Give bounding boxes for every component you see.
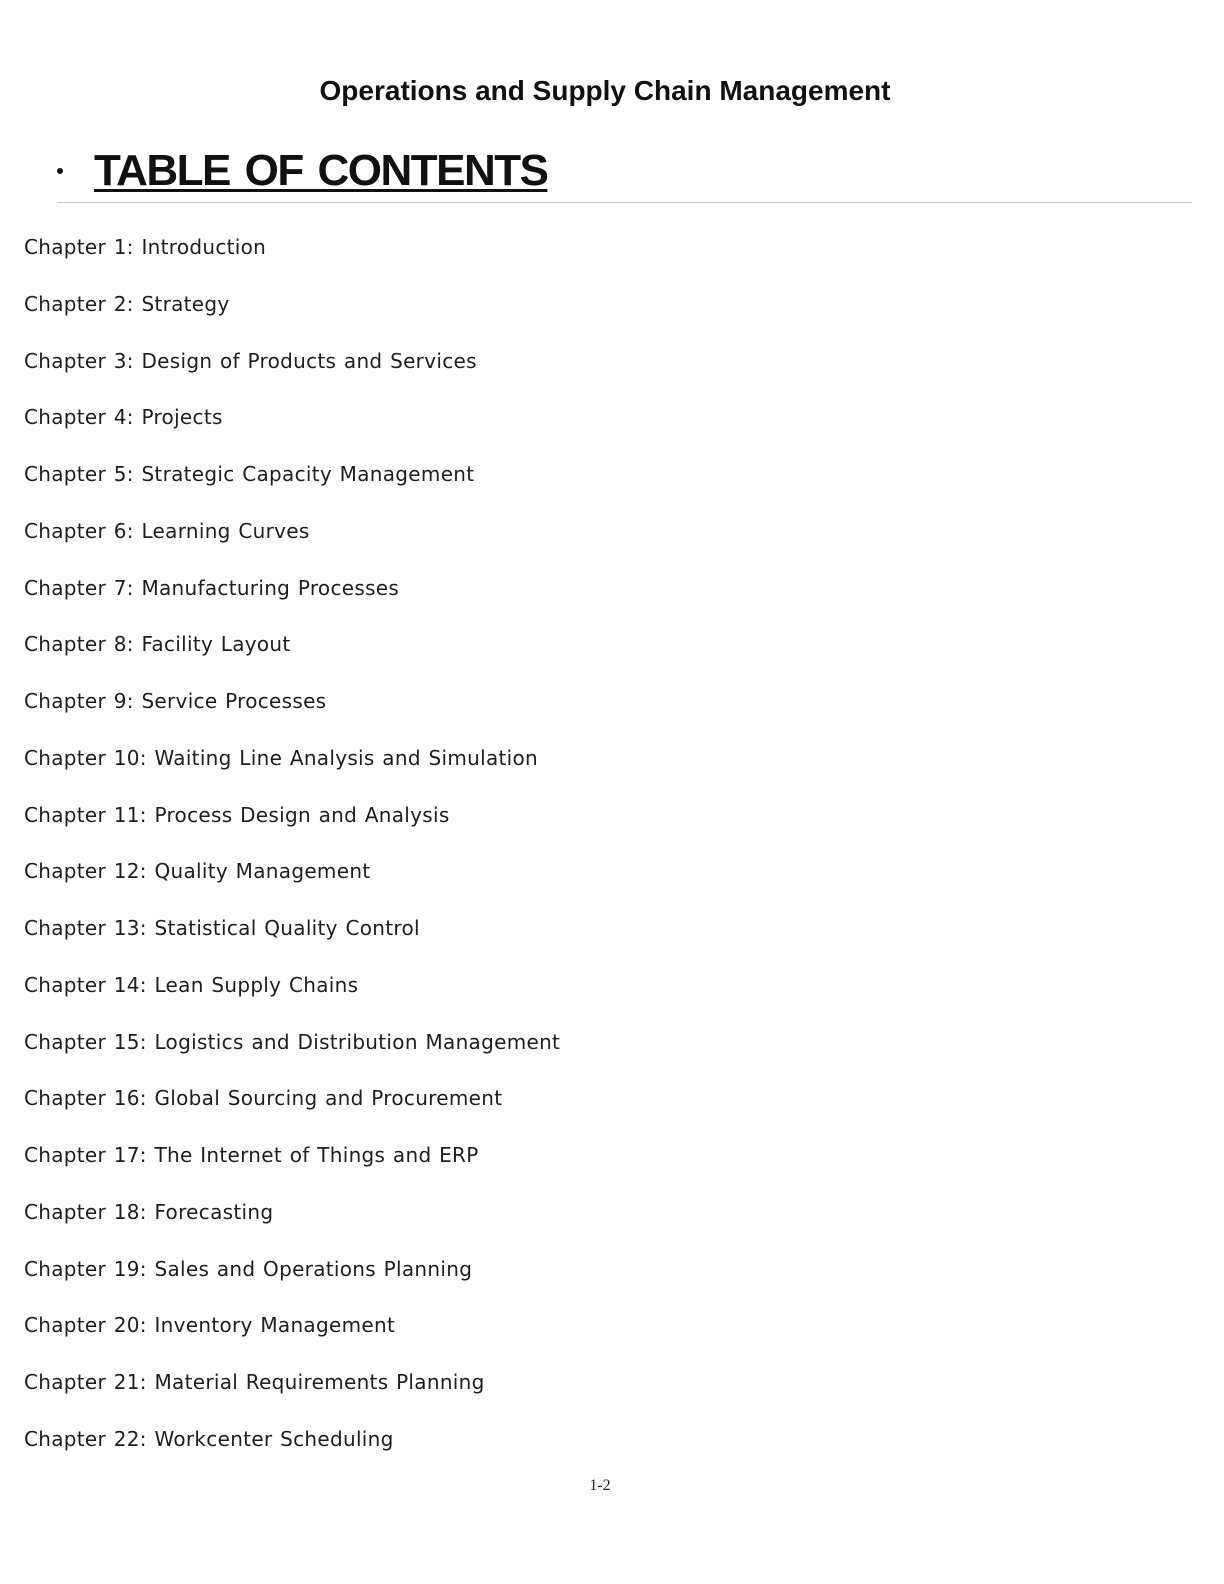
toc-entry: Chapter 3: Design of Products and Services: [24, 348, 477, 373]
toc-entry: Chapter 10: Waiting Line Analysis and Simulation: [24, 745, 539, 770]
toc-entry: Chapter 5: Strategic Capacity Management: [24, 462, 475, 486]
toc-entry: Chapter 19: Sales and Operations Planning: [24, 1256, 473, 1281]
toc-heading: TABLE OF CONTENTS: [94, 146, 548, 195]
toc-entry: Chapter 6: Learning Curves: [24, 518, 310, 543]
toc-entry: Chapter 17: The Internet of Things and ERP: [24, 1143, 479, 1167]
toc-entry: Chapter 12: Quality Management: [24, 859, 371, 884]
bullet-icon: [57, 168, 63, 174]
toc-entry: Chapter 7: Manufacturing Processes: [24, 575, 400, 600]
toc-entry: Chapter 16: Global Sourcing and Procurement: [24, 1086, 503, 1111]
toc-heading-row: [57, 142, 1192, 203]
document-title: Operations and Supply Chain Management: [319, 75, 891, 106]
toc-entry: Chapter 15: Logistics and Distribution Management: [24, 1029, 561, 1054]
toc-entry: Chapter 8: Facility Layout: [24, 632, 291, 657]
toc-entry: Chapter 1: Introduction: [24, 235, 267, 259]
toc-entry: Chapter 21: Material Requirements Planning: [24, 1370, 485, 1394]
toc-entry: Chapter 14: Lean Supply Chains: [24, 972, 359, 997]
toc-entry: Chapter 18: Forecasting: [24, 1199, 274, 1224]
toc-entry: Chapter 4: Projects: [24, 405, 223, 430]
toc-entry: Chapter 9: Service Processes: [24, 689, 327, 713]
toc-entry: Chapter 22: Workcenter Scheduling: [24, 1426, 394, 1451]
toc-entry: Chapter 13: Statistical Quality Control: [24, 916, 420, 940]
toc-entry: Chapter 11: Process Design and Analysis: [24, 802, 450, 827]
toc-entry: Chapter 2: Strategy: [24, 291, 230, 316]
toc-entry: Chapter 20: Inventory Management: [24, 1313, 396, 1338]
toc-list: [24, 233, 560, 1482]
page-number: 1-2: [589, 1477, 611, 1494]
